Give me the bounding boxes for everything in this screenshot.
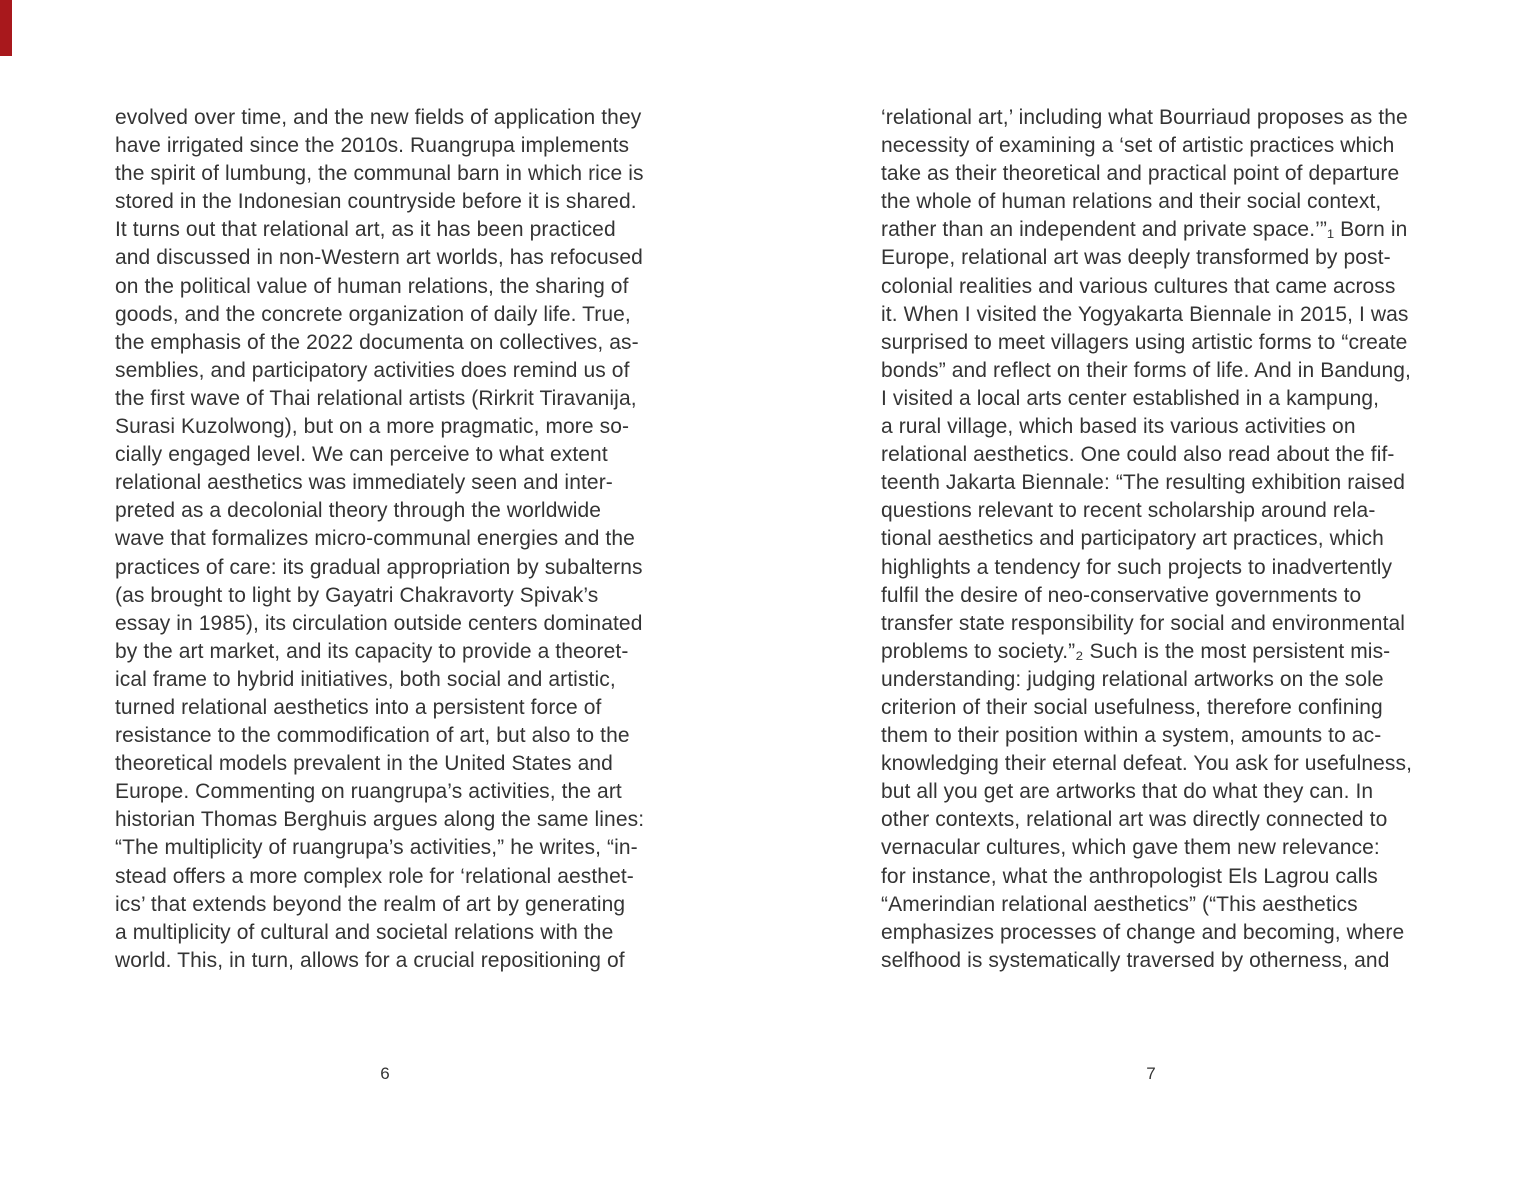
text-line: selfhood is systematically traversed by otherness, and [881,948,1390,972]
text-line: a rural village, which based its various activities on [881,415,1356,439]
text-line: Europe. Commenting on ruangrupa’s activities, the art [115,780,622,804]
text-line: tional aesthetics and participatory art practices, which [881,527,1384,551]
text-line: take as their theoretical and practical point of departure [881,162,1400,186]
text-line: Surasi Kuzolwong), but on a more pragmatic, more so- [115,415,630,439]
text-line: the whole of human relations and their social context, [881,190,1382,214]
text-line: understanding: judging relational artworks on the sole [881,667,1384,691]
text-line: the first wave of Thai relational artists (Rirkrit Tiravanija, [115,386,637,410]
left-page-number: 6 [380,1064,390,1083]
text-line: world. This, in turn, allows for a crucial repositioning of [115,948,625,972]
text-line: preted as a decolonial theory through the worldwide [115,499,602,523]
text-line: have irrigated since the 2010s. Ruangrupa implements [115,134,630,158]
text-line: on the political value of human relations, the sharing of [115,274,629,298]
text-line: highlights a tendency for such projects to inadvertently [881,555,1393,579]
text-line: knowledging their eternal defeat. You ask for usefulness, [881,752,1413,776]
text-line: and discussed in non-Western art worlds, has refocused [115,246,643,270]
text-line: stead offers a more complex role for ‘relational aesthet- [115,864,634,888]
text-line: emphasizes processes of change and becoming, where [881,920,1405,944]
text-line: colonial realities and various cultures that came across [881,274,1396,298]
text-line: goods, and the concrete organization of daily life. True, [115,302,631,326]
text-line: theoretical models prevalent in the United States and [115,752,613,776]
text-line: by the art market, and its capacity to provide a theoret- [115,639,629,663]
text-line: practices of care: its gradual appropriation by subalterns [115,555,643,579]
left-page-text [115,104,690,975]
text-line: ics’ that extends beyond the realm of art by generating [115,892,626,916]
text-line: them to their position within a system, amounts to ac- [881,724,1382,748]
text-line: teenth Jakarta Biennale: “The resulting exhibition raised [881,471,1406,495]
text-line: Europe, relational art was deeply transformed by post- [881,246,1391,270]
text-line: the emphasis of the 2022 documenta on collectives, as- [115,330,639,354]
text-line: relational aesthetics. One could also read about the fif- [881,443,1395,467]
text-line: but all you get are artworks that do what they can. In [881,780,1374,804]
text-line: wave that formalizes micro-communal energies and the [115,527,635,551]
text-line: semblies, and participatory activities does remind us of [115,358,630,382]
text-line: cially engaged level. We can perceive to what extent [115,443,608,467]
right-page-number: 7 [1146,1064,1156,1083]
text-line: a multiplicity of cultural and societal relations with the [115,920,614,944]
text-line: relational aesthetics was immediately seen and inter- [115,471,613,495]
text-line: criterion of their social usefulness, therefore confining [881,695,1383,719]
text-line: the spirit of lumbung, the communal barn in which rice is [115,162,644,186]
text-line: for instance, what the anthropologist Els Lagrou calls [881,864,1378,888]
text-line: problems to society.”₂ Such is the most persistent mis- [881,639,1391,663]
text-line: ical frame to hybrid initiatives, both social and artistic, [115,667,616,691]
text-line: surprised to meet villagers using artistic forms to “create [881,330,1408,354]
text-line: necessity of examining a ‘set of artistic practices which [881,134,1395,158]
text-line: historian Thomas Berghuis argues along the same lines: [115,808,645,832]
text-line: It turns out that relational art, as it has been practiced [115,218,616,242]
red-bookmark-ribbon [0,0,12,56]
text-line: other contexts, relational art was directly connected to [881,808,1388,832]
text-line: turned relational aesthetics into a persistent force of [115,695,602,719]
text-line: rather than an independent and private space.’”₁ Born in [881,218,1408,242]
text-line: questions relevant to recent scholarship around rela- [881,499,1376,523]
text-line: resistance to the commodification of art, but also to the [115,724,630,748]
text-line: (as brought to light by Gayatri Chakravorty Spivak’s [115,583,599,607]
text-line: “Amerindian relational aesthetics” (“This aesthetics [881,892,1358,916]
text-line: vernacular cultures, which gave them new relevance: [881,836,1380,860]
text-line: it. When I visited the Yogyakarta Biennale in 2015, I was [881,302,1409,326]
text-line: stored in the Indonesian countryside before it is shared. [115,190,637,214]
text-line: I visited a local arts center established in a kampung, [881,386,1380,410]
text-line: “The multiplicity of ruangrupa’s activities,” he writes, “in- [115,836,638,860]
text-line: bonds” and reflect on their forms of life. And in Bandung, [881,358,1411,382]
text-line: transfer state responsibility for social and environmental [881,611,1406,635]
text-line: fulfil the desire of neo-conservative governments to [881,583,1362,607]
right-page-text [881,104,1456,975]
text-line: ‘relational art,’ including what Bourriaud proposes as the [881,106,1408,129]
text-line: essay in 1985), its circulation outside centers dominated [115,611,643,635]
text-line: evolved over time, and the new fields of application they [115,106,642,129]
